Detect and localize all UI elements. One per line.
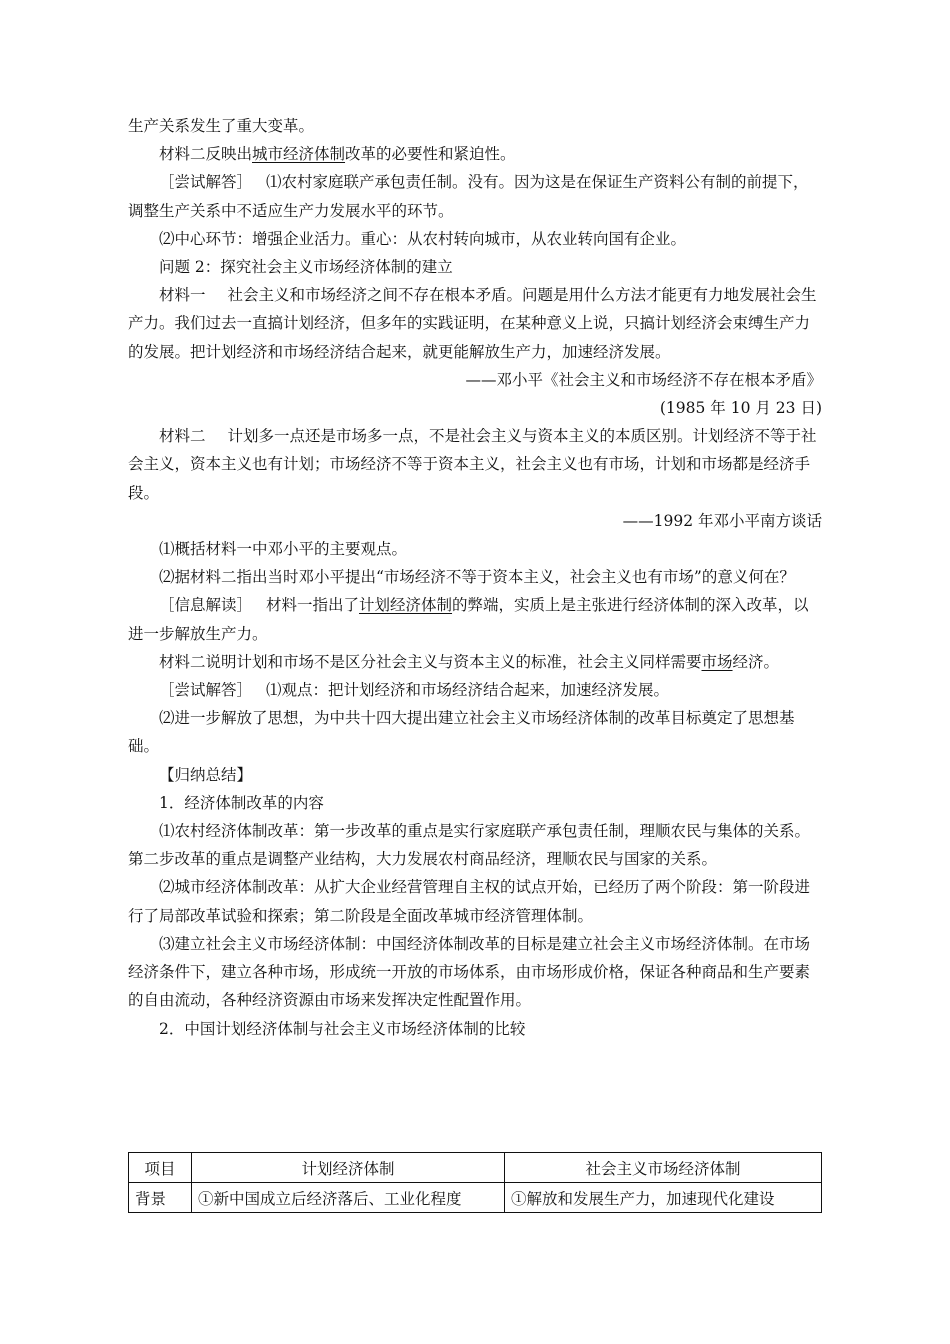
section-heading: 1．经济体制改革的内容 xyxy=(159,793,324,812)
paragraph xyxy=(128,648,822,676)
paragraph xyxy=(128,281,822,366)
table-cell: ①新中国成立后经济落后、工业化程度 xyxy=(192,1183,505,1213)
paragraph: ⑴农村经济体制改革：第一步改革的重点是实行家庭联产承包责任制，理顺农民与集体的关系。第二步改革的重点是调整产业结构，大力发展农村商品经济，理顺农民与国家的关系。 xyxy=(128,822,811,869)
underlined-term: 城市经济体制 xyxy=(252,145,346,164)
paragraph xyxy=(128,168,822,224)
paragraph: ⑵城市经济体制改革：从扩大企业经营管理自主权的试点开始，已经历了两个阶段：第一阶段进行了局部改革试验和探索；第二阶段是全面改革城市经济管理体制。 xyxy=(128,878,811,925)
paragraph: ⑵据材料二指出当时邓小平提出“市场经济不等于资本主义，社会主义也有市场”的意义何在？ xyxy=(159,568,795,587)
text-run: ⑴农村家庭联产承包责任制。没有。因为这是在保证生产资料公有制的前提下，调整生产关系中不适应生产力发展水平的环节。 xyxy=(128,173,809,220)
paragraph xyxy=(128,676,822,704)
paragraph: ⑴概括材料一中邓小平的主要观点。 xyxy=(159,540,408,559)
table-cell: ①解放和发展生产力，加速现代化建设 xyxy=(505,1183,822,1213)
underlined-term: 计划经济体制 xyxy=(359,596,453,615)
material-label: 材料二 xyxy=(159,427,206,446)
text-run: 经济。 xyxy=(732,652,780,671)
info-tag: ［信息解读］ xyxy=(159,596,253,615)
document-body xyxy=(128,112,822,1043)
table-header: 计划经济体制 xyxy=(192,1153,505,1183)
table-row xyxy=(129,1183,822,1213)
table-header: 社会主义市场经济体制 xyxy=(505,1153,822,1183)
citation: ——1992 年邓小平南方谈话 xyxy=(622,511,822,530)
underlined-term: 市场 xyxy=(701,652,733,671)
paragraph: ⑵中心环节：增强企业活力。重心：从农村转向城市，从农业转向国有企业。 xyxy=(159,229,687,248)
text-run: 社会主义和市场经济之间不存在根本矛盾。问题是用什么方法才能更有力地发展社会生产力。我们过去一直搞计划经济，但多年的实践证明，在某种意义上说，只搞计划经济会束缚生产力的发展。把计划经济和市场经济结合起来，就更能解放生产力，加速经济发展。 xyxy=(128,286,817,361)
table-header-row xyxy=(129,1153,822,1183)
text-run: ⑴观点：把计划经济和市场经济结合起来，加速经济发展。 xyxy=(266,681,670,700)
paragraph xyxy=(128,591,822,647)
summary-heading: 【归纳总结】 xyxy=(159,765,253,784)
text-run: 材料一指出了 xyxy=(266,596,360,615)
paragraph xyxy=(128,140,822,168)
text-run: 改革的必要性和紧迫性。 xyxy=(345,145,516,164)
answer-tag: ［尝试解答］ xyxy=(159,173,253,192)
table-cell: 背景 xyxy=(129,1183,192,1213)
paragraph: ⑶建立社会主义市场经济体制：中国经济体制改革的目标是建立社会主义市场经济体制。在市场经济条件下，建立各种市场，形成统一开放的市场体系，由市场形成价格，保证各种商品和生产要素的自由流动，各种经济资源由市场来发挥决定性配置作用。 xyxy=(128,934,811,1010)
text-run: 计划多一点还是市场多一点，不是社会主义与资本主义的本质区别。计划经济不等于社会主义，资本主义也有计划；市场经济不等于资本主义，社会主义也有市场，计划和市场都是经济手段。 xyxy=(128,427,817,502)
text-run: 材料二反映出 xyxy=(159,145,253,164)
answer-tag: ［尝试解答］ xyxy=(159,681,253,700)
table-header: 项目 xyxy=(129,1153,192,1183)
text-run: 材料二说明计划和市场不是区分社会主义与资本主义的标准，社会主义同样需要 xyxy=(159,652,702,671)
question-heading: 问题 2：探究社会主义市场经济体制的建立 xyxy=(159,258,453,277)
section-heading: 2．中国计划经济体制与社会主义市场经济体制的比较 xyxy=(159,1019,526,1038)
citation-date: (1985 年 10 月 23 日) xyxy=(659,399,822,418)
comparison-table xyxy=(128,1152,822,1213)
paragraph: 生产关系发生了重大变革。 xyxy=(128,117,315,135)
text-run: 的弊端，实质上是主张进行经济体制的深入改革，以进一步解放生产力。 xyxy=(128,596,809,643)
paragraph xyxy=(128,422,822,507)
material-label: 材料一 xyxy=(159,286,206,305)
paragraph: ⑵进一步解放了思想，为中共十四大提出建立社会主义市场经济体制的改革目标奠定了思想基础。 xyxy=(128,709,795,756)
citation: ——邓小平《社会主义和市场经济不存在根本矛盾》 xyxy=(465,370,822,389)
